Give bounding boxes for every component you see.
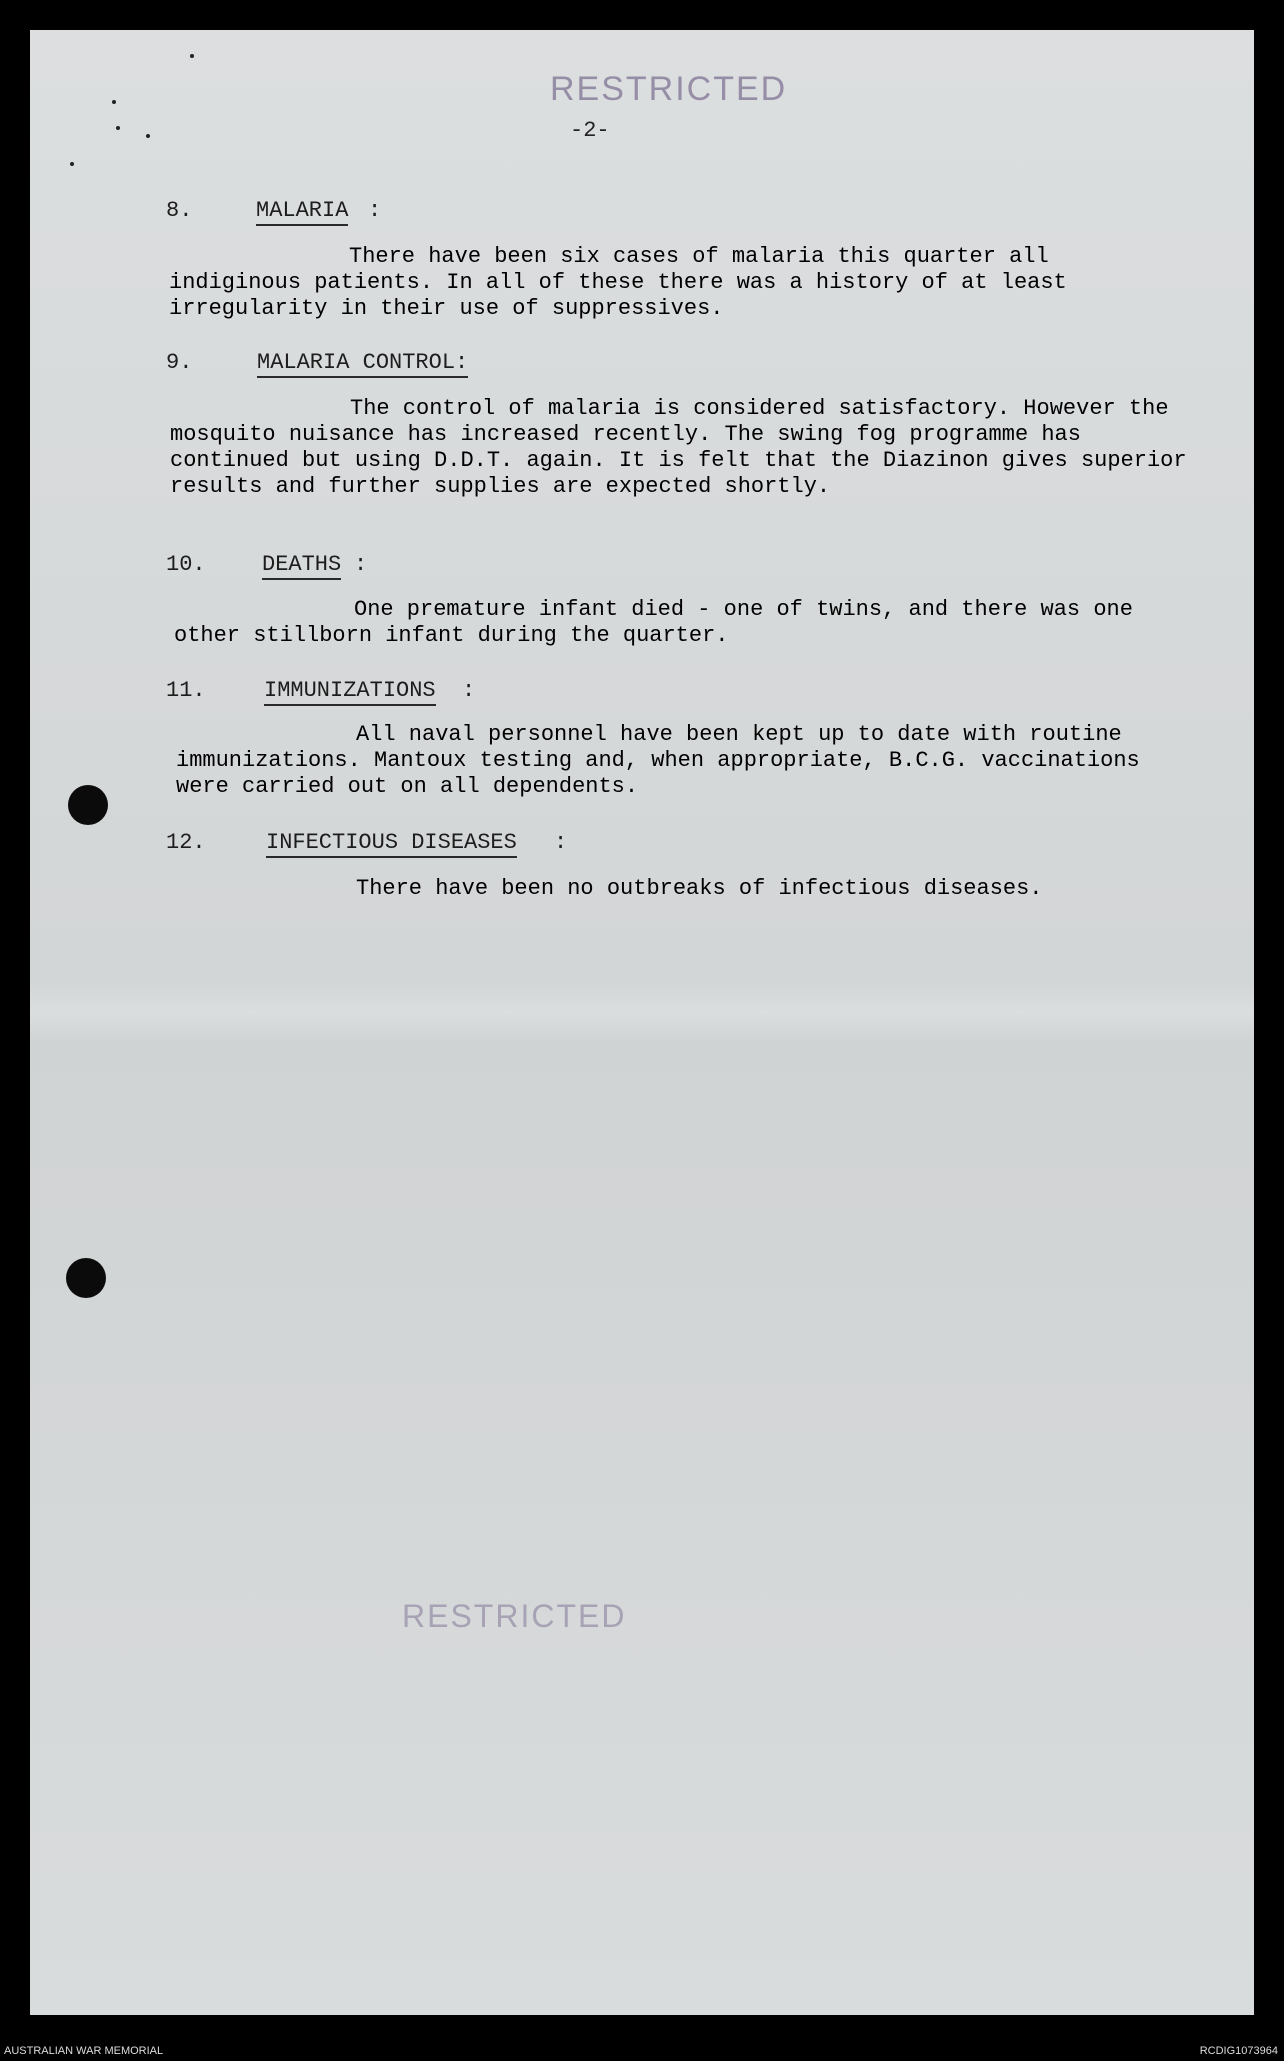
section-text: There have been six cases of malaria this quarter all indiginous patients. In all of these there was a history of at least irregularity in their use of suppressives.: [169, 244, 1067, 321]
section-text: One premature infant died - one of twins, and there was one other stillborn infant during the quarter.: [174, 597, 1133, 648]
punch-hole: [66, 1258, 106, 1298]
section-text: All naval personnel have been kept up to date with routine immunizations. Mantoux testing and, when appropriate, B.C.G. vaccinations were carried out on all dependents.: [176, 722, 1140, 799]
section-number: 10.: [166, 552, 206, 577]
section-title-text: DEATHS: [262, 552, 342, 577]
section-number: 11.: [166, 678, 206, 703]
paper-speck: [146, 134, 150, 138]
heading-colon: :: [554, 830, 568, 855]
section-malaria-control: [30, 350, 1254, 380]
footer-archive-name: AUSTRALIAN WAR MEMORIAL: [4, 2045, 164, 2057]
section-title: [264, 678, 436, 706]
paper-speck: [190, 54, 194, 58]
page-number: -2-: [570, 118, 610, 143]
document-page: [30, 30, 1254, 2015]
section-number: 12.: [166, 830, 206, 855]
section-title-text: MALARIA CONTROL: [257, 350, 456, 375]
section-deaths: [30, 552, 1254, 582]
section-title: MALARIA CONTROL:: [257, 350, 468, 378]
paper-speck: [112, 100, 116, 104]
section-heading: [30, 678, 1254, 708]
section-title-text: MALARIA: [256, 198, 349, 223]
section-infectious-diseases: [30, 830, 1254, 860]
section-title: [256, 198, 348, 226]
section-heading: [30, 198, 1254, 228]
section-heading: [30, 350, 1254, 380]
section-title: [262, 552, 341, 580]
section-title: [266, 830, 517, 858]
section-number: 8.: [166, 198, 193, 223]
heading-colon: :: [368, 198, 382, 223]
paper-speck: [116, 126, 120, 130]
section-text: The control of malaria is considered satisfactory. However the mosquito nuisance has increased recently. The swing fog programme has continued but using D.D.T. again. It is felt that the Diazinon gives superior results and further supplies are expected shortly.: [170, 396, 1187, 499]
paper-speck: [70, 162, 74, 166]
section-number: 9.: [166, 350, 193, 375]
section-heading: [30, 830, 1254, 860]
punch-hole: [68, 785, 108, 825]
section-text: There have been no outbreaks of infectious diseases.: [356, 876, 1043, 901]
heading-colon: :: [354, 552, 368, 577]
section-malaria: [30, 198, 1254, 228]
footer-record-id: RCDIG1073964: [1199, 2045, 1278, 2057]
restricted-stamp-bottom: RESTRICTED: [402, 1598, 627, 1634]
restricted-stamp-top: RESTRICTED: [550, 70, 788, 108]
heading-colon: :: [462, 678, 476, 703]
section-title-text: INFECTIOUS DISEASES: [266, 830, 517, 855]
section-heading: [30, 552, 1254, 582]
section-immunizations: [30, 678, 1254, 708]
section-title-text: IMMUNIZATIONS: [264, 678, 436, 703]
